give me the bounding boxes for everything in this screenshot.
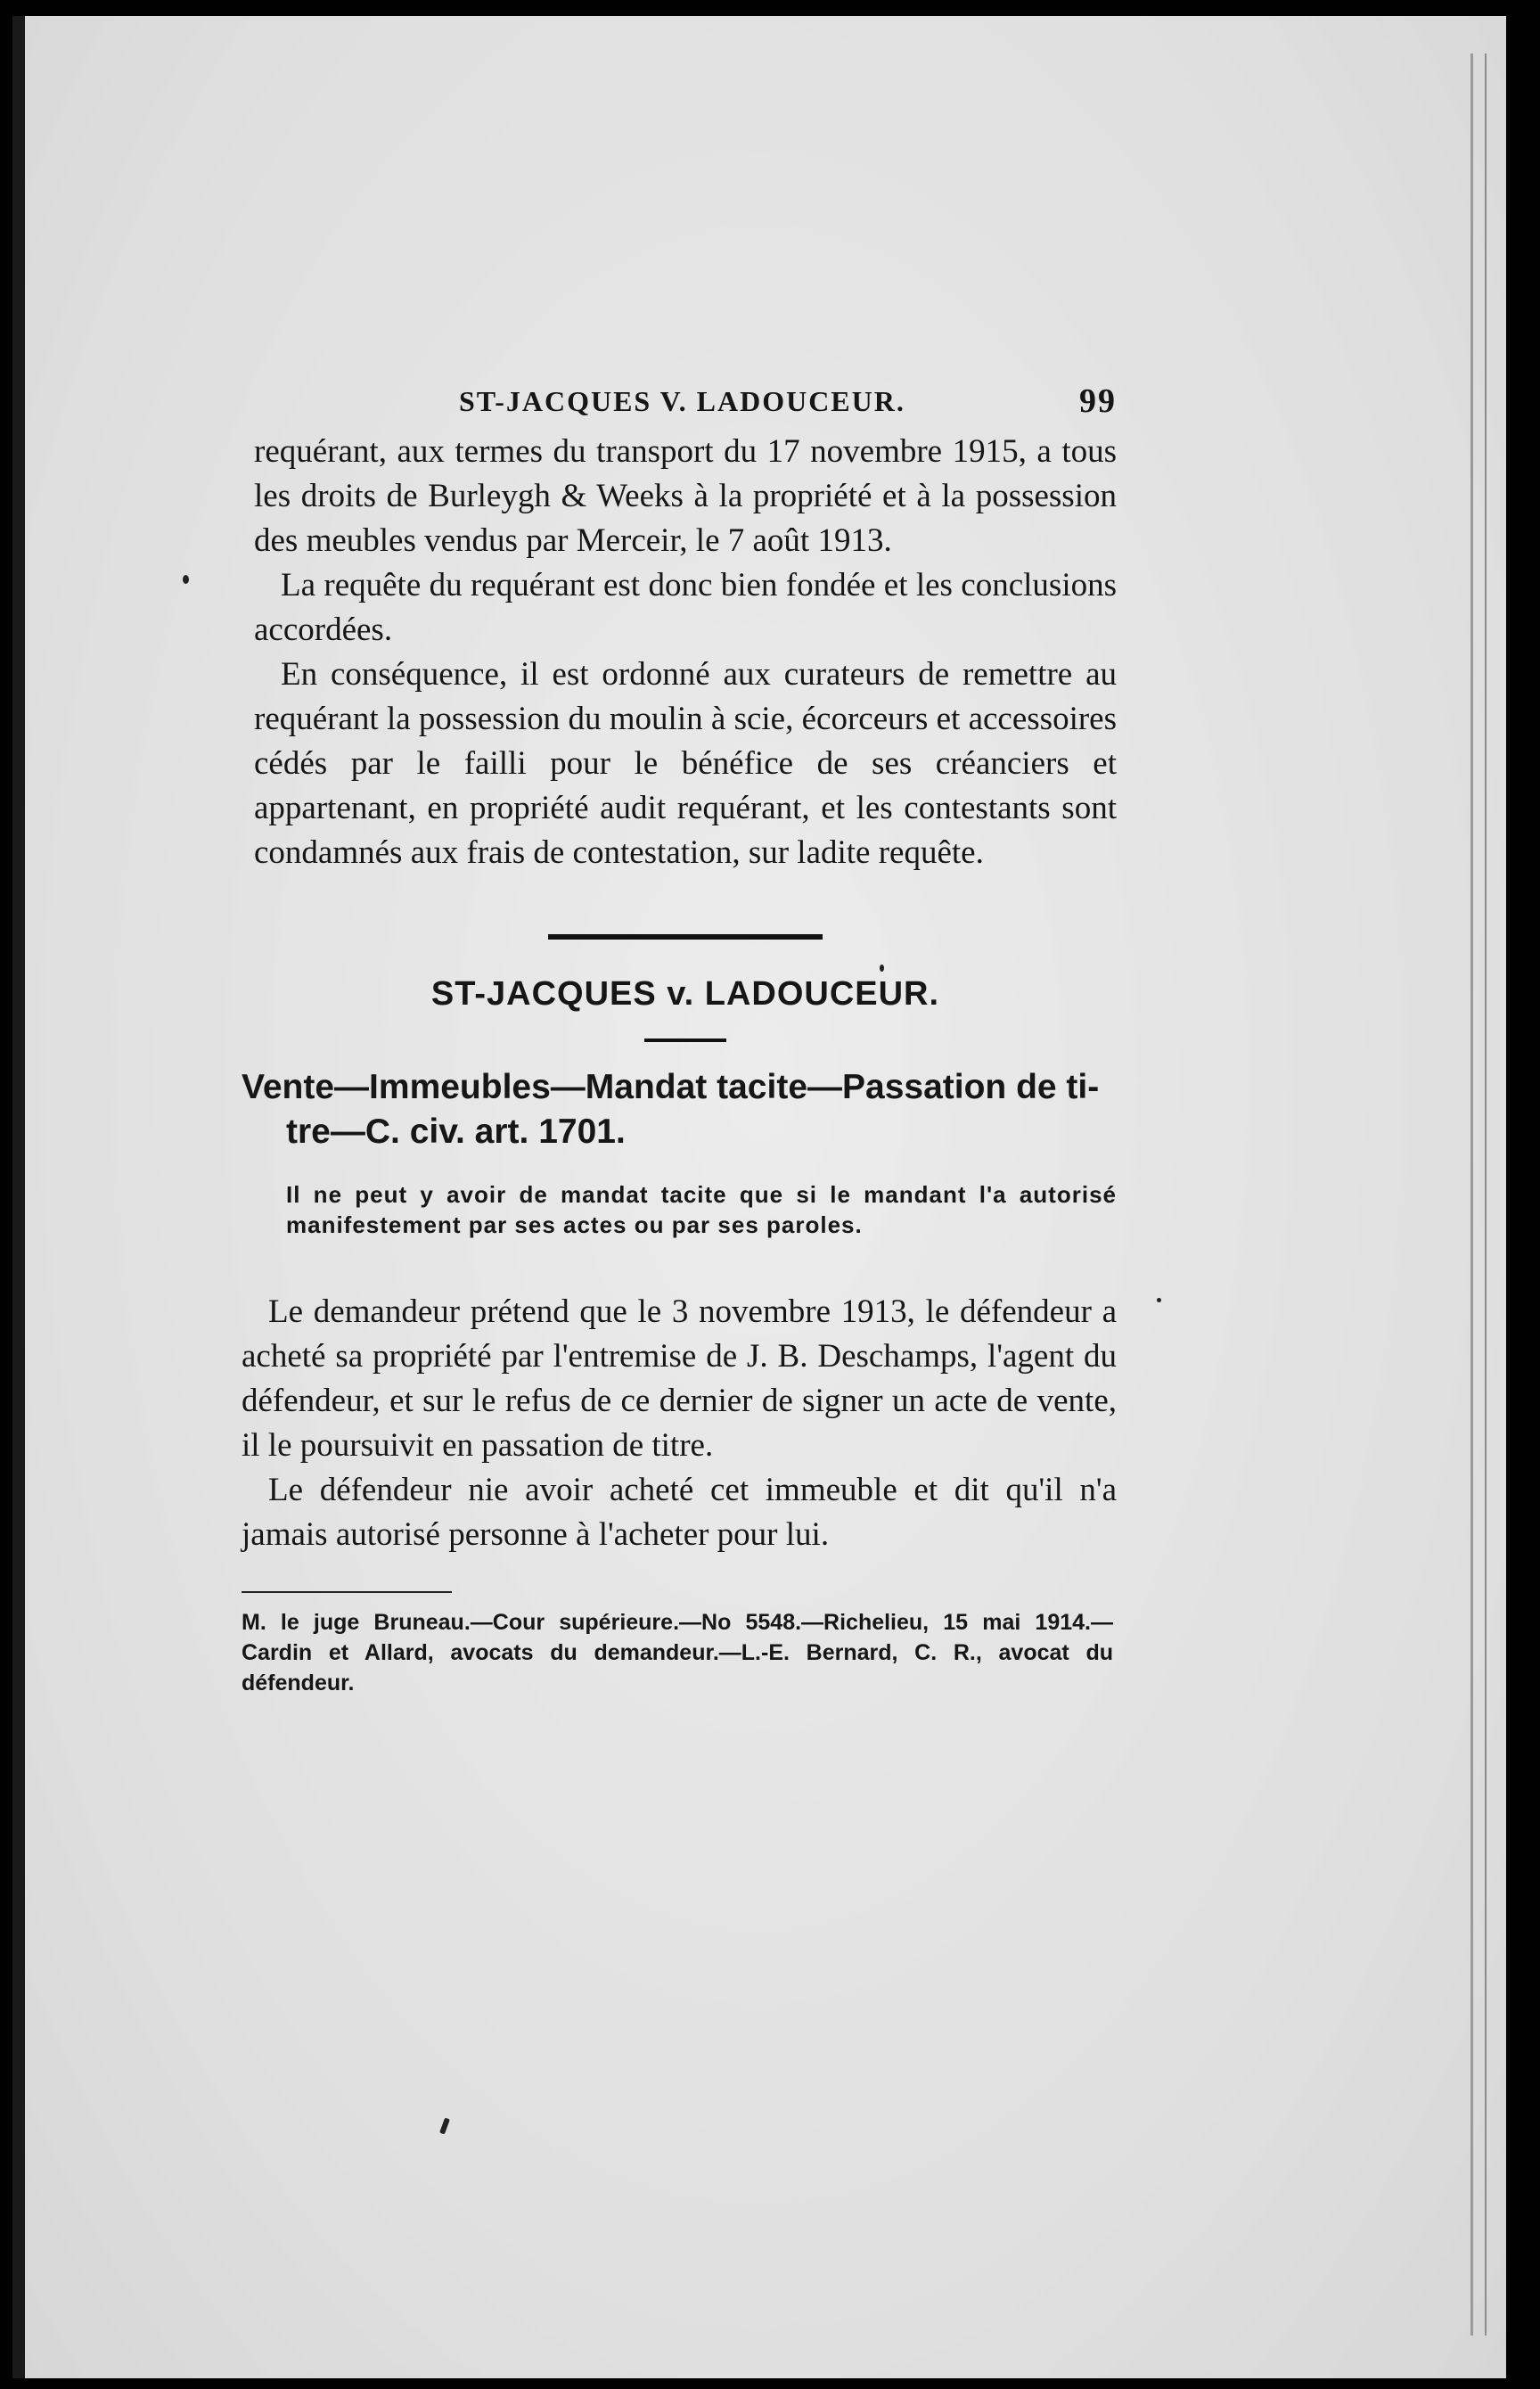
syllabus: [286, 1179, 1117, 1240]
case-title: ST-JACQUES v. LADOUCEUR.: [430, 975, 940, 1013]
headnote: [242, 1065, 1124, 1154]
binding-edge: [12, 16, 25, 2378]
page-edge-line: [1485, 53, 1487, 2336]
running-head-title: ST-JACQUES V. LADOUCEUR.: [459, 385, 905, 417]
paragraph: Le demandeur prétend que le 3 novembre 1913, le défendeur a acheté sa propriété par l'entremise de J. B. Deschamps, l'agent du défendeur, et sur le refus de ce dernier de signer un acte de vente, il le poursuivit en passation de titre.: [242, 1293, 1117, 1464]
page-number: 99: [1079, 382, 1117, 420]
scan-speck: [183, 575, 189, 584]
paragraph: requérant, aux termes du transport du 17 novembre 1915, a tous les droits de Burleygh & Weeks à la propriété et à la possession des meubles vendus par Merceir, le 7 août 1913.: [254, 433, 1117, 559]
section-divider: [548, 934, 823, 940]
footnote: M. le juge Bruneau.—Cour supérieure.—No 5548.—Richelieu, 15 mai 1914.—Cardin et Allard, avocats du demandeur.—L.-E. Bernard, C. R., avocat du défendeur.: [242, 1610, 1113, 1695]
paragraph: Le défendeur nie avoir acheté cet immeuble et dit qu'il n'a jamais autorisé personne à l'acheter pour lui.: [242, 1472, 1117, 1553]
previous-case-conclusion: [254, 430, 1117, 875]
syllabus-text: Il ne peut y avoir de mandat tacite que si le mandant l'a autorisé manifestement par ses actes ou par ses paroles.: [286, 1181, 1117, 1238]
page-edge-line: [1470, 53, 1473, 2336]
paragraph: La requête du requérant est donc bien fondée et les conclusions accordées.: [254, 567, 1117, 648]
running-head: [254, 374, 1117, 419]
headnote-line: tre—C. civ. art. 1701.: [286, 1112, 626, 1151]
case-facts: [242, 1290, 1117, 1557]
paragraph: En conséquence, il est ordonné aux curateurs de remettre au requérant la possession du moulin à scie, écorceurs et accessoires cédés par le failli pour le bénéfice de ses créanciers et appartenant, en propriété audit requérant, et les contestants sont condamnés aux frais de contestation, sur ladite requête.: [254, 656, 1117, 871]
book-page: [242, 374, 1117, 1698]
scan-speck: [1157, 1298, 1161, 1302]
headnote-line: Vente—Immeubles—Mandat tacite—Passation de ti-: [242, 1068, 1100, 1106]
title-divider: [644, 1039, 726, 1042]
footnote-divider: [242, 1591, 452, 1593]
